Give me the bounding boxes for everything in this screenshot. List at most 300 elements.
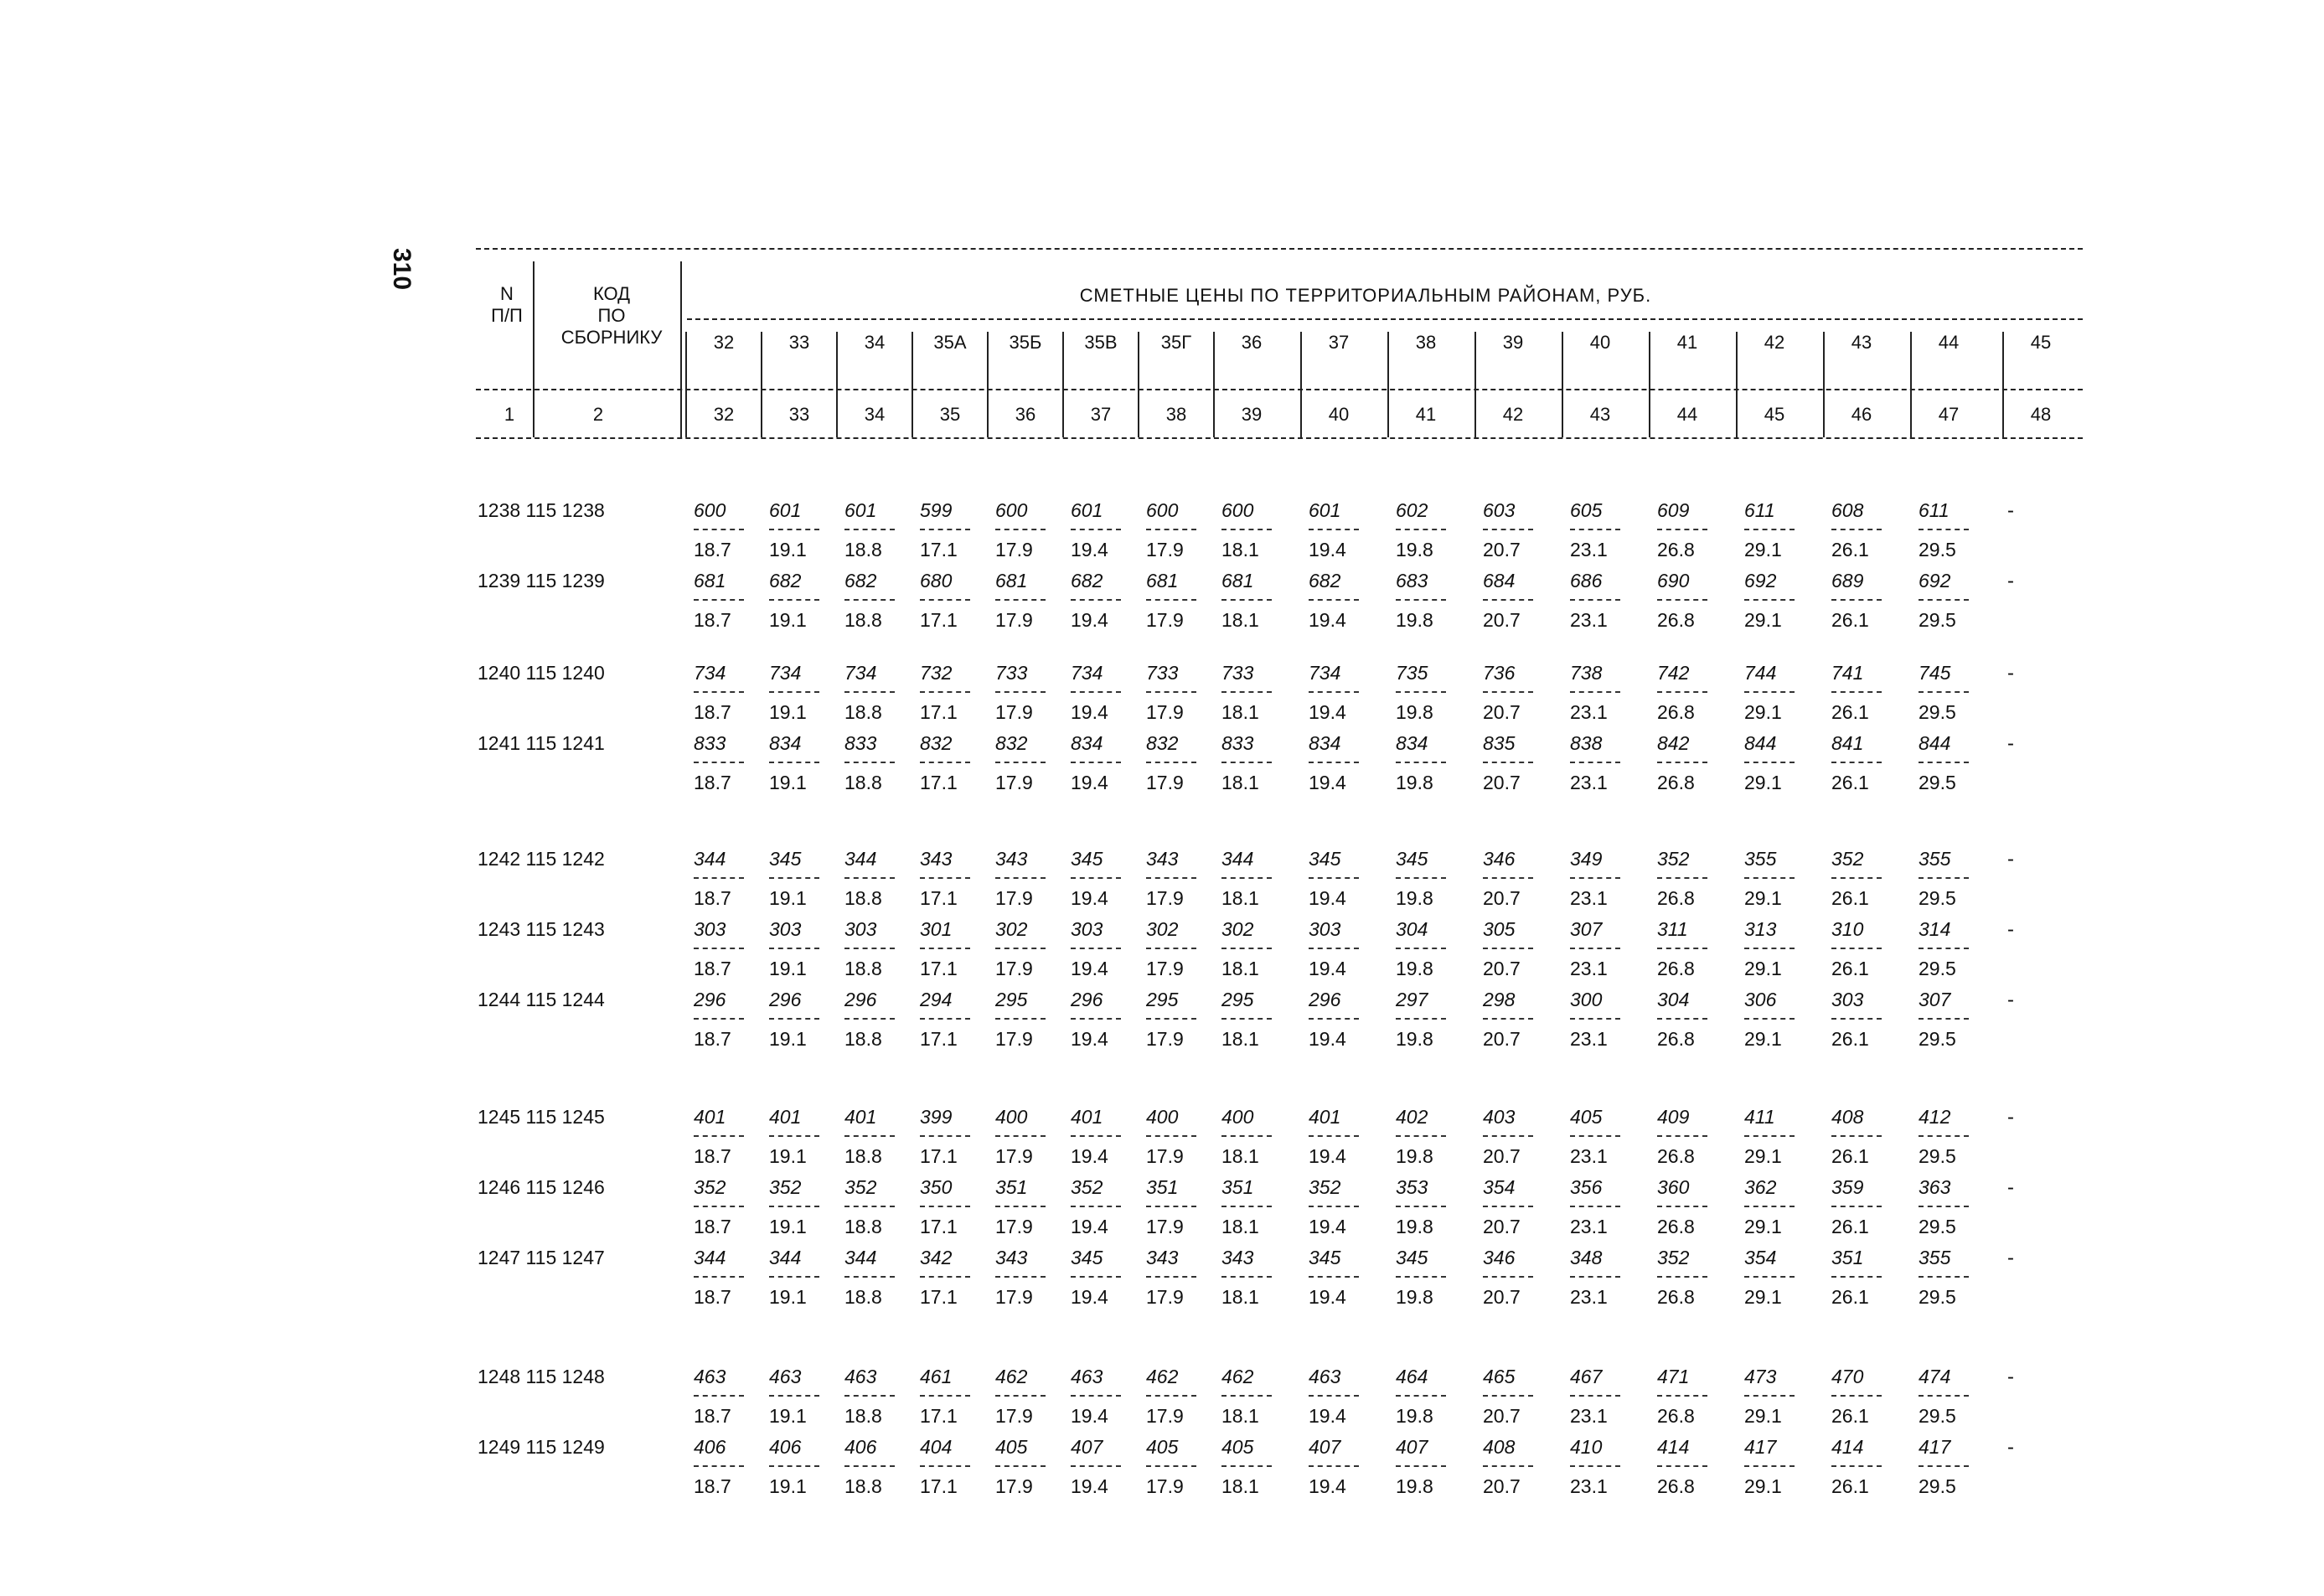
coefficient-value: 18.7 bbox=[694, 1216, 731, 1237]
price-cell bbox=[694, 1176, 752, 1238]
header-vline bbox=[685, 332, 687, 437]
fraction-line bbox=[1570, 529, 1620, 530]
fraction-line bbox=[1396, 529, 1446, 530]
price-value: 832 bbox=[995, 732, 1028, 754]
fraction-line bbox=[1657, 1206, 1707, 1207]
coefficient-value: 19.4 bbox=[1071, 1216, 1108, 1237]
price-cell bbox=[1657, 848, 1716, 910]
price-value: 465 bbox=[1483, 1366, 1516, 1387]
fraction-line bbox=[1221, 1465, 1272, 1467]
coefficient-value: 19.8 bbox=[1396, 958, 1433, 979]
price-value: 310 bbox=[1831, 918, 1864, 940]
coefficient-value: 18.1 bbox=[1221, 609, 1259, 631]
col45-empty-mark: - bbox=[2007, 662, 2014, 684]
price-value: 359 bbox=[1831, 1176, 1864, 1198]
price-value: 409 bbox=[1657, 1106, 1690, 1128]
fraction-line bbox=[1831, 691, 1882, 693]
price-value: 346 bbox=[1483, 848, 1516, 870]
column-number-cell: 44 bbox=[1676, 404, 1698, 425]
price-cell bbox=[995, 1247, 1054, 1309]
row-number: 1242 bbox=[478, 848, 521, 870]
price-value: 363 bbox=[1919, 1176, 1951, 1198]
price-cell bbox=[1831, 918, 1890, 980]
fraction-line bbox=[995, 1395, 1046, 1397]
price-cell bbox=[1831, 1366, 1890, 1428]
coefficient-value: 23.1 bbox=[1570, 609, 1608, 631]
region-code-cell: 43 bbox=[1851, 332, 1872, 353]
fraction-line bbox=[1744, 1135, 1795, 1137]
price-cell bbox=[1570, 570, 1629, 632]
coefficient-value: 17.9 bbox=[995, 1028, 1033, 1050]
price-cell bbox=[1221, 989, 1280, 1051]
price-cell bbox=[995, 918, 1054, 980]
price-value: 295 bbox=[1221, 989, 1254, 1010]
price-value: 611 bbox=[1919, 499, 1950, 521]
price-cell bbox=[694, 918, 752, 980]
fraction-line bbox=[1483, 599, 1533, 601]
fraction-line bbox=[1146, 762, 1196, 763]
price-value: 306 bbox=[1744, 989, 1777, 1010]
fraction-line bbox=[1221, 691, 1272, 693]
coefficient-value: 23.1 bbox=[1570, 1028, 1608, 1050]
fraction-line bbox=[1221, 1395, 1272, 1397]
fraction-line bbox=[1483, 529, 1533, 530]
header-vline bbox=[680, 261, 682, 437]
region-code-cell: 45 bbox=[2030, 332, 2052, 353]
price-cell bbox=[1396, 499, 1454, 561]
coefficient-value: 20.7 bbox=[1483, 772, 1521, 793]
row-code: 115 1247 bbox=[520, 1247, 605, 1268]
price-value: 353 bbox=[1396, 1176, 1428, 1198]
price-cell bbox=[1221, 1247, 1280, 1309]
price-value: 734 bbox=[694, 662, 726, 684]
row-label bbox=[478, 570, 653, 592]
row-code: 115 1240 bbox=[520, 662, 605, 684]
fraction-line bbox=[694, 691, 744, 693]
price-value: 733 bbox=[995, 662, 1028, 684]
coefficient-value: 19.1 bbox=[769, 1028, 807, 1050]
fraction-line bbox=[1221, 599, 1272, 601]
coefficient-value: 19.4 bbox=[1071, 958, 1108, 979]
price-value: 399 bbox=[920, 1106, 953, 1128]
price-cell bbox=[1396, 989, 1454, 1051]
coefficient-value: 17.9 bbox=[1146, 1028, 1184, 1050]
row-code: 115 1242 bbox=[520, 848, 605, 870]
fraction-line bbox=[1744, 762, 1795, 763]
price-value: 601 bbox=[1071, 499, 1103, 521]
coefficient-value: 18.8 bbox=[844, 772, 882, 793]
coefficient-value: 26.8 bbox=[1657, 1216, 1695, 1237]
price-cell bbox=[1744, 989, 1803, 1051]
price-value: 343 bbox=[995, 1247, 1028, 1268]
price-cell bbox=[1919, 570, 1977, 632]
price-cell bbox=[1221, 918, 1280, 980]
coefficient-value: 19.1 bbox=[769, 1145, 807, 1167]
coefficient-value: 19.4 bbox=[1309, 1286, 1346, 1308]
price-cell bbox=[920, 1176, 979, 1238]
fraction-line bbox=[1483, 1395, 1533, 1397]
price-cell bbox=[1396, 570, 1454, 632]
coefficient-value: 19.1 bbox=[769, 887, 807, 909]
price-cell bbox=[920, 1366, 979, 1428]
price-value: 736 bbox=[1483, 662, 1516, 684]
price-value: 355 bbox=[1919, 848, 1951, 870]
price-value: 304 bbox=[1396, 918, 1428, 940]
fraction-line bbox=[1657, 1465, 1707, 1467]
coefficient-value: 23.1 bbox=[1570, 772, 1608, 793]
fraction-line bbox=[920, 1206, 970, 1207]
price-value: 406 bbox=[844, 1436, 877, 1458]
price-value: 404 bbox=[920, 1436, 953, 1458]
price-cell bbox=[1071, 732, 1129, 794]
fraction-line bbox=[1657, 1395, 1707, 1397]
fraction-line bbox=[1071, 691, 1121, 693]
row-label bbox=[478, 989, 653, 1011]
fraction-line bbox=[1831, 599, 1882, 601]
header-vline bbox=[1736, 332, 1738, 437]
coefficient-value: 17.9 bbox=[995, 1475, 1033, 1497]
price-value: 844 bbox=[1919, 732, 1951, 754]
column-number-cell: 40 bbox=[1328, 404, 1350, 425]
coefficient-value: 23.1 bbox=[1570, 1216, 1608, 1237]
price-value: 305 bbox=[1483, 918, 1516, 940]
coefficient-value: 26.1 bbox=[1831, 1145, 1869, 1167]
price-value: 681 bbox=[694, 570, 726, 591]
coefficient-value: 20.7 bbox=[1483, 958, 1521, 979]
coefficient-value: 26.8 bbox=[1657, 887, 1695, 909]
fraction-line bbox=[1483, 762, 1533, 763]
coefficient-value: 29.1 bbox=[1744, 772, 1782, 793]
col45-empty-mark: - bbox=[2007, 848, 2014, 870]
price-cell bbox=[1570, 1106, 1629, 1168]
price-value: 345 bbox=[1309, 1247, 1341, 1268]
col-num-label-line2: П/П bbox=[491, 305, 523, 326]
header-bottom-rule bbox=[476, 437, 2083, 439]
price-cell bbox=[1221, 570, 1280, 632]
price-cell bbox=[920, 989, 979, 1051]
price-value: 362 bbox=[1744, 1176, 1777, 1198]
coefficient-value: 19.1 bbox=[769, 1286, 807, 1308]
price-value: 838 bbox=[1570, 732, 1603, 754]
price-value: 401 bbox=[694, 1106, 726, 1128]
price-value: 833 bbox=[1221, 732, 1254, 754]
coefficient-value: 19.4 bbox=[1071, 1028, 1108, 1050]
fraction-line bbox=[694, 1465, 744, 1467]
price-cell bbox=[1309, 1436, 1367, 1498]
price-cell bbox=[769, 1436, 828, 1498]
coefficient-value: 18.7 bbox=[694, 1286, 731, 1308]
price-value: 407 bbox=[1309, 1436, 1341, 1458]
fraction-line bbox=[769, 877, 819, 879]
fraction-line bbox=[769, 691, 819, 693]
price-cell bbox=[920, 848, 979, 910]
coefficient-value: 18.7 bbox=[694, 1475, 731, 1497]
price-value: 351 bbox=[1146, 1176, 1179, 1198]
price-value: 745 bbox=[1919, 662, 1951, 684]
price-value: 833 bbox=[694, 732, 726, 754]
coefficient-value: 29.1 bbox=[1744, 887, 1782, 909]
fraction-line bbox=[995, 529, 1046, 530]
coefficient-value: 26.1 bbox=[1831, 701, 1869, 723]
price-value: 343 bbox=[1146, 848, 1179, 870]
price-cell bbox=[1146, 570, 1205, 632]
price-cell bbox=[1309, 1247, 1367, 1309]
fraction-line bbox=[1221, 948, 1272, 949]
col-num-label-line1: N bbox=[500, 283, 514, 304]
header-vline bbox=[2002, 332, 2004, 437]
price-cell bbox=[1221, 1366, 1280, 1428]
fraction-line bbox=[1309, 599, 1359, 601]
price-cell bbox=[769, 499, 828, 561]
coefficient-value: 19.1 bbox=[769, 539, 807, 560]
price-value: 835 bbox=[1483, 732, 1516, 754]
coefficient-value: 26.8 bbox=[1657, 1405, 1695, 1427]
price-cell bbox=[1570, 1247, 1629, 1309]
fraction-line bbox=[1071, 762, 1121, 763]
fraction-line bbox=[1483, 948, 1533, 949]
coefficient-value: 18.7 bbox=[694, 1145, 731, 1167]
price-value: 690 bbox=[1657, 570, 1690, 591]
header-vline bbox=[1387, 332, 1389, 437]
price-value: 349 bbox=[1570, 848, 1603, 870]
coefficient-value: 23.1 bbox=[1570, 539, 1608, 560]
fraction-line bbox=[1221, 1206, 1272, 1207]
price-cell bbox=[1831, 662, 1890, 724]
row-code: 115 1248 bbox=[520, 1366, 605, 1387]
fraction-line bbox=[694, 1395, 744, 1397]
price-value: 410 bbox=[1570, 1436, 1603, 1458]
price-cell bbox=[1071, 499, 1129, 561]
price-value: 682 bbox=[1071, 570, 1103, 591]
coefficient-value: 18.7 bbox=[694, 1405, 731, 1427]
coefficient-value: 29.5 bbox=[1919, 887, 1956, 909]
row-code: 115 1246 bbox=[520, 1176, 605, 1198]
fraction-line bbox=[995, 948, 1046, 949]
price-cell bbox=[1309, 848, 1367, 910]
price-value: 304 bbox=[1657, 989, 1690, 1010]
coefficient-value: 19.4 bbox=[1309, 1475, 1346, 1497]
price-cell bbox=[1071, 1106, 1129, 1168]
fraction-line bbox=[769, 1465, 819, 1467]
coefficient-value: 17.9 bbox=[1146, 1145, 1184, 1167]
coefficient-value: 17.9 bbox=[995, 609, 1033, 631]
coefficient-value: 19.4 bbox=[1071, 539, 1108, 560]
coefficient-value: 18.1 bbox=[1221, 1028, 1259, 1050]
price-cell bbox=[1831, 1247, 1890, 1309]
fraction-line bbox=[769, 599, 819, 601]
coefficient-value: 19.8 bbox=[1396, 1286, 1433, 1308]
price-cell bbox=[1657, 1247, 1716, 1309]
price-cell bbox=[694, 1366, 752, 1428]
coefficient-value: 20.7 bbox=[1483, 539, 1521, 560]
price-value: 462 bbox=[995, 1366, 1028, 1387]
price-value: 354 bbox=[1744, 1247, 1777, 1268]
fraction-line bbox=[1483, 1465, 1533, 1467]
price-value: 841 bbox=[1831, 732, 1864, 754]
coefficient-value: 17.1 bbox=[920, 701, 958, 723]
price-cell bbox=[1657, 499, 1716, 561]
fraction-line bbox=[1396, 691, 1446, 693]
price-cell bbox=[1744, 848, 1803, 910]
price-value: 303 bbox=[844, 918, 877, 940]
fraction-line bbox=[1570, 1135, 1620, 1137]
fraction-line bbox=[1221, 529, 1272, 530]
coefficient-value: 19.4 bbox=[1309, 1028, 1346, 1050]
price-cell bbox=[769, 1247, 828, 1309]
price-cell bbox=[769, 662, 828, 724]
price-value: 683 bbox=[1396, 570, 1428, 591]
fraction-line bbox=[1146, 599, 1196, 601]
coefficient-value: 19.4 bbox=[1309, 1405, 1346, 1427]
col45-empty-mark: - bbox=[2007, 1436, 2014, 1459]
fraction-line bbox=[1483, 1135, 1533, 1137]
price-value: 681 bbox=[1221, 570, 1254, 591]
price-value: 345 bbox=[1071, 848, 1103, 870]
price-value: 401 bbox=[769, 1106, 802, 1128]
price-cell bbox=[844, 499, 903, 561]
fraction-line bbox=[1071, 1206, 1121, 1207]
fraction-line bbox=[1744, 877, 1795, 879]
col45-empty-mark: - bbox=[2007, 989, 2014, 1011]
price-cell bbox=[694, 662, 752, 724]
price-value: 692 bbox=[1744, 570, 1777, 591]
price-cell bbox=[694, 732, 752, 794]
fraction-line bbox=[769, 1276, 819, 1278]
price-cell bbox=[1831, 848, 1890, 910]
coefficient-value: 17.9 bbox=[1146, 1405, 1184, 1427]
fraction-line bbox=[1744, 1465, 1795, 1467]
fraction-line bbox=[1744, 691, 1795, 693]
coefficient-value: 29.5 bbox=[1919, 1475, 1956, 1497]
price-cell bbox=[1221, 499, 1280, 561]
price-value: 417 bbox=[1919, 1436, 1951, 1458]
fraction-line bbox=[1919, 1465, 1969, 1467]
price-value: 412 bbox=[1919, 1106, 1951, 1128]
coefficient-value: 17.9 bbox=[995, 1286, 1033, 1308]
price-value: 401 bbox=[1309, 1106, 1341, 1128]
price-value: 300 bbox=[1570, 989, 1603, 1010]
price-cell bbox=[1309, 732, 1367, 794]
coefficient-value: 18.7 bbox=[694, 701, 731, 723]
coefficient-value: 17.9 bbox=[995, 539, 1033, 560]
col-code-label-line2: ПО bbox=[597, 305, 626, 326]
fraction-line bbox=[1570, 691, 1620, 693]
price-cell bbox=[1744, 499, 1803, 561]
price-cell bbox=[1146, 1366, 1205, 1428]
price-value: 360 bbox=[1657, 1176, 1690, 1198]
fraction-line bbox=[1071, 1135, 1121, 1137]
row-number: 1239 bbox=[478, 570, 521, 591]
coefficient-value: 17.1 bbox=[920, 1216, 958, 1237]
header-vline bbox=[836, 332, 838, 437]
price-value: 471 bbox=[1657, 1366, 1690, 1387]
price-cell bbox=[995, 570, 1054, 632]
price-cell bbox=[1831, 1176, 1890, 1238]
price-value: 355 bbox=[1744, 848, 1777, 870]
row-label bbox=[478, 848, 653, 870]
coefficient-value: 19.1 bbox=[769, 958, 807, 979]
price-cell bbox=[694, 989, 752, 1051]
price-value: 348 bbox=[1570, 1247, 1603, 1268]
price-value: 405 bbox=[1570, 1106, 1603, 1128]
fraction-line bbox=[1309, 691, 1359, 693]
coefficient-value: 17.9 bbox=[1146, 1216, 1184, 1237]
price-value: 355 bbox=[1919, 1247, 1951, 1268]
price-cell bbox=[920, 1436, 979, 1498]
table-title: СМЕТНЫЕ ЦЕНЫ ПО ТЕРРИТОРИАЛЬНЫМ РАЙОНАМ, РУБ. bbox=[1079, 285, 1652, 306]
fraction-line bbox=[1744, 1395, 1795, 1397]
fraction-line bbox=[1919, 948, 1969, 949]
coefficient-value: 19.4 bbox=[1071, 887, 1108, 909]
price-value: 603 bbox=[1483, 499, 1516, 521]
row-number: 1249 bbox=[478, 1436, 521, 1458]
row-label bbox=[478, 1176, 653, 1199]
price-value: 343 bbox=[1146, 1247, 1179, 1268]
fraction-line bbox=[1396, 1135, 1446, 1137]
price-cell bbox=[1919, 989, 1977, 1051]
price-value: 345 bbox=[1396, 1247, 1428, 1268]
coefficient-value: 29.1 bbox=[1744, 701, 1782, 723]
fraction-line bbox=[1919, 599, 1969, 601]
region-code-cell: 35Б bbox=[1009, 332, 1042, 353]
price-value: 400 bbox=[1146, 1106, 1179, 1128]
coefficient-value: 18.1 bbox=[1221, 1475, 1259, 1497]
region-code-cell: 39 bbox=[1502, 332, 1524, 353]
coefficient-value: 18.8 bbox=[844, 958, 882, 979]
col45-empty-mark: - bbox=[2007, 732, 2014, 755]
header-vline bbox=[1910, 332, 1912, 437]
price-cell bbox=[920, 662, 979, 724]
price-value: 406 bbox=[769, 1436, 802, 1458]
fraction-line bbox=[1919, 691, 1969, 693]
price-value: 303 bbox=[1831, 989, 1864, 1010]
price-cell bbox=[1919, 1106, 1977, 1168]
price-cell bbox=[1483, 732, 1542, 794]
coefficient-value: 19.4 bbox=[1309, 1145, 1346, 1167]
fraction-line bbox=[1657, 762, 1707, 763]
price-value: 352 bbox=[1309, 1176, 1341, 1198]
price-value: 307 bbox=[1570, 918, 1603, 940]
price-cell bbox=[920, 1247, 979, 1309]
coefficient-value: 26.8 bbox=[1657, 539, 1695, 560]
fraction-line bbox=[844, 1018, 895, 1020]
price-value: 601 bbox=[1309, 499, 1341, 521]
price-value: 834 bbox=[769, 732, 802, 754]
price-value: 345 bbox=[769, 848, 802, 870]
coefficient-value: 20.7 bbox=[1483, 609, 1521, 631]
coefficient-value: 17.1 bbox=[920, 1028, 958, 1050]
price-value: 473 bbox=[1744, 1366, 1777, 1387]
fraction-line bbox=[995, 1135, 1046, 1137]
fraction-line bbox=[1657, 1135, 1707, 1137]
price-value: 414 bbox=[1657, 1436, 1690, 1458]
price-value: 681 bbox=[995, 570, 1028, 591]
fraction-line bbox=[1744, 1276, 1795, 1278]
price-cell bbox=[1396, 918, 1454, 980]
coefficient-value: 18.8 bbox=[844, 1475, 882, 1497]
price-cell bbox=[1570, 848, 1629, 910]
row-number: 1248 bbox=[478, 1366, 521, 1387]
coefficient-value: 19.8 bbox=[1396, 1216, 1433, 1237]
price-value: 733 bbox=[1146, 662, 1179, 684]
coefficient-value: 29.1 bbox=[1744, 609, 1782, 631]
price-cell bbox=[920, 499, 979, 561]
coefficient-value: 18.8 bbox=[844, 1145, 882, 1167]
coefficient-value: 23.1 bbox=[1570, 701, 1608, 723]
fraction-line bbox=[1744, 529, 1795, 530]
price-value: 303 bbox=[769, 918, 802, 940]
coefficient-value: 17.9 bbox=[995, 701, 1033, 723]
